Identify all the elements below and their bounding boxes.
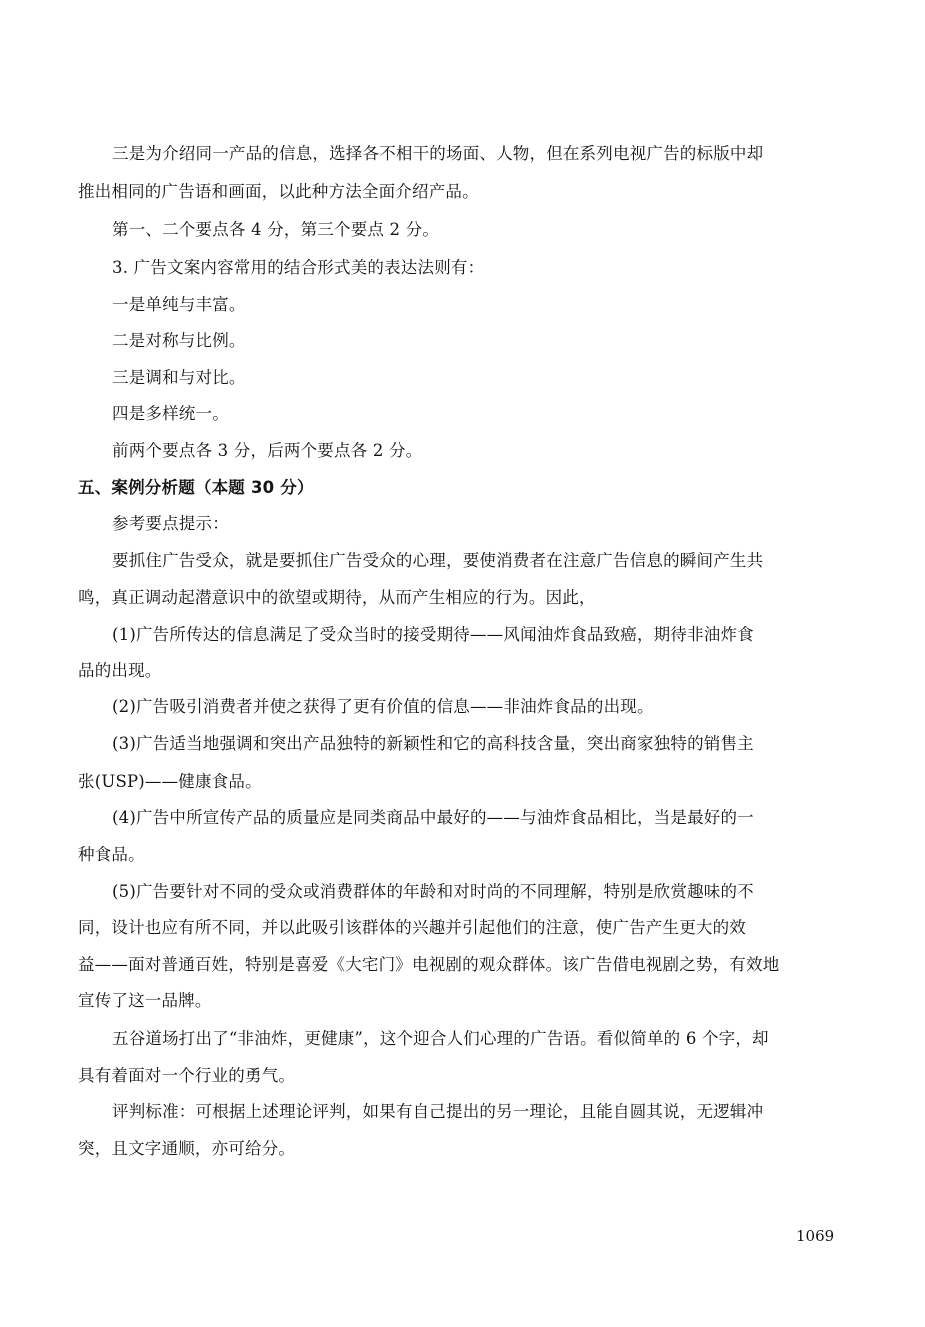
text-line: (3)广告适当地强调和突出产品独特的新颖性和它的高科技含量，突出商家独特的销售主: [112, 734, 754, 753]
text-line: (2)广告吸引消费者并使之获得了更有价值的信息——非油炸食品的出现。: [112, 697, 654, 716]
text-line: 第一、二个要点各 4 分，第三个要点 2 分。: [112, 220, 440, 239]
text-line: 同，设计也应有所不同，并以此吸引该群体的兴趣并引起他们的注意，使广告产生更大的效: [78, 918, 746, 937]
text-line: 种食品。: [78, 845, 145, 864]
text-line: (1)广告所传达的信息满足了受众当时的接受期待——风闻油炸食品致癌，期待非油炸食: [112, 625, 754, 644]
page-number: 1069: [796, 1227, 835, 1245]
text-line: 三是调和与对比。: [112, 368, 246, 387]
text-line: 五谷道场打出了“非油炸，更健康”，这个迎合人们心理的广告语。看似简单的 6 个字，却: [112, 1029, 769, 1048]
text-line: 要抓住广告受众，就是要抓住广告受众的心理，要使消费者在注意广告信息的瞬间产生共: [112, 551, 764, 570]
text-line: 推出相同的广告语和画面，以此种方法全面介绍产品。: [78, 182, 479, 201]
text-line: 突，且文字通顺，亦可给分。: [78, 1139, 296, 1158]
section-heading: 五、案例分析题（本题 30 分）: [78, 478, 314, 497]
text-line: 一是单纯与丰富。: [112, 295, 246, 314]
text-line: 三是为介绍同一产品的信息，选择各不相干的场面、人物，但在系列电视广告的标版中却: [112, 144, 764, 163]
text-line: 前两个要点各 3 分，后两个要点各 2 分。: [112, 441, 423, 460]
text-line: 宣传了这一品牌。: [78, 991, 212, 1010]
text-line: 张(USP)——健康食品。: [78, 772, 262, 791]
text-line: 具有着面对一个行业的勇气。: [78, 1066, 296, 1085]
text-line: 鸣，真正调动起潜意识中的欲望或期待，从而产生相应的行为。因此，: [78, 588, 596, 607]
text-line: 四是多样统一。: [112, 404, 229, 423]
text-line: 二是对称与比例。: [112, 331, 246, 350]
text-line: 3. 广告文案内容常用的结合形式美的表达法则有：: [112, 258, 485, 277]
text-line: (4)广告中所宣传产品的质量应是同类商品中最好的——与油炸食品相比，当是最好的一: [112, 808, 754, 827]
text-line: 品的出现。: [78, 661, 162, 680]
text-line: 益——面对普通百姓，特别是喜爱《大宅门》电视剧的观众群体。该广告借电视剧之势，有效地: [78, 955, 780, 974]
text-line: 评判标准：可根据上述理论评判，如果有自己提出的另一理论，且能自圆其说，无逻辑冲: [112, 1102, 764, 1121]
text-line: (5)广告要针对不同的受众或消费群体的年龄和对时尚的不同理解，特别是欣赏趣味的不: [112, 882, 754, 901]
text-line: 参考要点提示：: [112, 514, 229, 533]
